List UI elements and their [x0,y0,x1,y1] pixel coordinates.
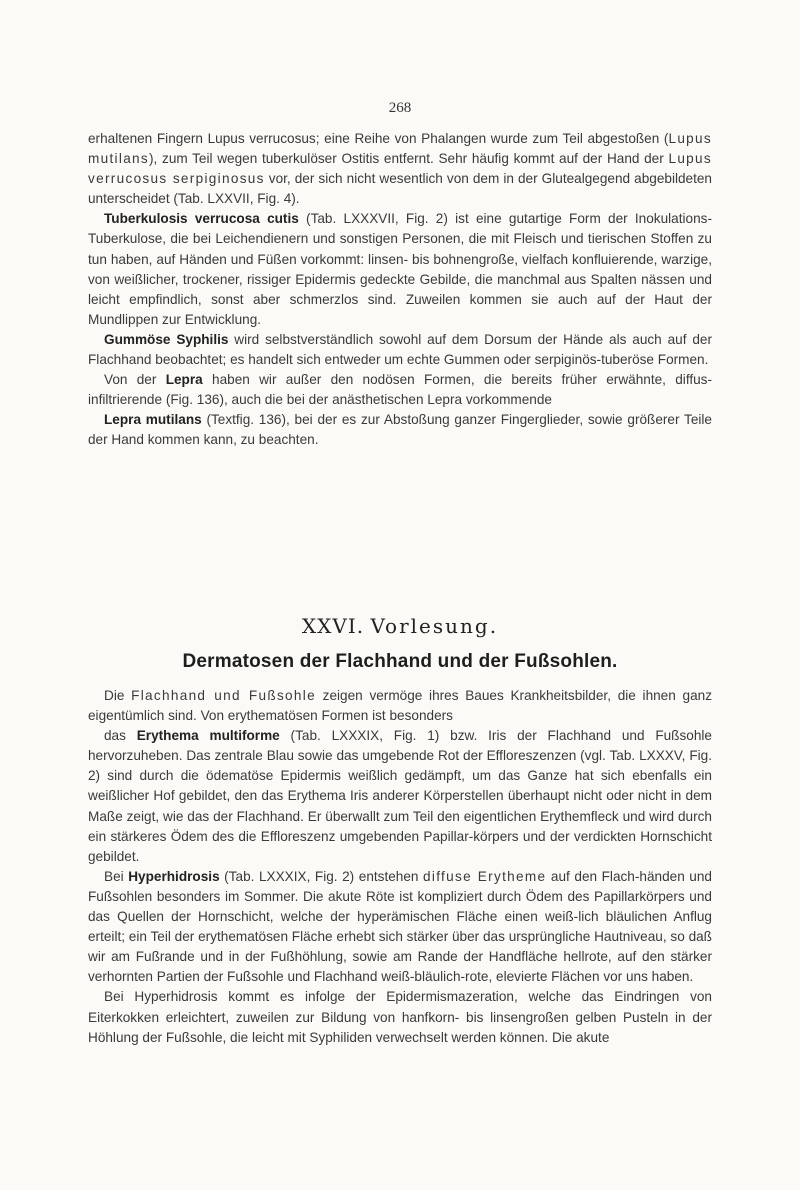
term-hyperhidrosis: Hyperhidrosis [128,868,220,884]
paragraph-pusteln: Bei Hyperhidrosis kommt es infolge der Epidermismazeration, welche das Eindringen von Eiterkokken erleichtert, zuweilen zur Bildung von hanfkorn- bis linsengroßen gelben Pusteln in der Höhlung der Fußsohle, die leicht mit Syphiliden verwechselt werden können. Die akute [88,989,712,1045]
term-lepra: Lepra [165,372,203,388]
lecture-number: XXVI. [301,614,365,638]
paragraph-lepra-mutilans: Lepra mutilans (Textfig. 136), bei der es zur Abstoßung ganzer Fingerglieder, sowie größerer Teile der Hand kommen kann, zu beachten. [88,412,712,448]
term-lepra-mutilans: Lepra mutilans [104,412,202,428]
term-diffuse-erytheme: diffuse Erytheme [423,868,547,884]
term-gummoese-syphilis: Gummöse Syphilis [104,331,229,347]
text-block-continuation [88,129,712,451]
term-lupus-verrucosus: Lupus verrucosus serpiginosus [88,151,712,187]
chapter-title: Dermatosen der Flachhand und der Fußsohlen. [182,651,618,672]
paragraph-lepra: Von der Lepra haben wir außer den nodösen Formen, die bereits früher erwähnte, diffus-infiltrierende (Fig. 136), auch die bei der anästhetischen Lepra vorkommende [88,372,713,408]
lecture-heading [0,614,800,638]
term-lupus-mutilans: Lupus mutilans [88,131,712,167]
paragraph-erythema: das Erythema multiforme (Tab. LXXXIX, Fig. 1) bzw. Iris der Flachhand und Fußsohle hervorzuheben. Das zentrale Blau sowie das umgebende Rot der Effloreszenzen (vgl. Tab. LXXXV, Fig. 2) sind durch die ödematöse Epidermis weißlich gedämpft, um das Ganze hat sich ebenfalls ein weißlicher Hof gebildet, den das Erythema Iris anderer Körperstellen überhaupt nicht oder nicht in dem Maße zeigt, wie das der Flachhand. Er überwallt zum Teil den eigentlichen Erythemfleck und wird durch ein stärkeres Ödem des die Effloreszenz umgebenden Papillar-körpers und der verdickten Hornschicht gebildet. [88,728,712,864]
term-erythema-multiforme: Erythema multiforme [136,728,280,744]
lecture-word: Vorlesung. [370,614,499,638]
term-tuberkulosis: Tuberkulosis verrucosa cutis [104,211,299,227]
paragraph-lupus: erhaltenen Fingern Lupus verrucosus; eine Reihe von Phalangen wurde zum Teil abgestoßen (Lupus mutilans), zum Teil wegen tuberkulöser Ostitis entfernt. Sehr häufig kommt auf der Hand der Lupus verrucosus serpiginosus vor, der sich nicht wesentlich von dem in der Glutealgegend abgebildeten unterscheidet (Tab. LXXVII, Fig. 4). [88,131,712,207]
page-number: 268 [388,100,412,116]
paragraph-syphilis: Gummöse Syphilis wird selbstverständlich sowohl auf dem Dorsum der Hände als auch auf der Flachhand beobachtet; es handelt sich entweder um echte Gummen oder serpiginös-tuberöse Formen. [88,331,712,368]
paragraph-intro: Die Flachhand und Fußsohle zeigen vermöge ihres Baues Krankheitsbilder, die ihnen ganz eigentümlich sind. Von erythematösen Formen ist besonders [88,688,712,724]
paragraph-tuberkulosis: Tuberkulosis verrucosa cutis (Tab. LXXXVII, Fig. 2) ist eine gutartige Form der Inokulations-Tuberkulose, die bei Leichendienern und sonstigen Personen, die mit Fleisch und tierischen Stoffen zu tun haben, auf Händen und Füßen vorkommt: linsen- bis bohnengroße, vielfach konfluierende, warzige, von weißlicher, trockener, rissiger Epidermis gedeckte Gebilde, die manchmal aus Spalten nässen und leicht empfindlich, sonst aber schmerzlos sind. Zuweilen kommen sie auch auf der Haut der Mundlippen zur Entwicklung. [88,211,712,327]
text-block-chapter [88,686,712,1048]
paragraph-hyperhidrosis: Bei Hyperhidrosis (Tab. LXXXIX, Fig. 2) entstehen diffuse Erytheme auf den Flach-händen und Fußsohlen besonders im Sommer. Die akute Röte ist kompliziert durch Ödem des Papillarkörpers und das Quellen der Hornschicht, welche der hyperämischen Fläche einen weiß-lich bläulichen Anflug erteilt; ein Teil der erythematösen Fläche erhebt sich stärker über das ursprüngliche Hautniveau, so daß wir am Fußrande und in der Fußhöhlung, sowie am Rande der Handfläche hellrote, auf den stärker verhornten Partien der Fußsohle und Flachhand weiß-bläulich-rote, elevierte Flächen vor uns haben. [88,868,712,985]
term-flachhand-fusssohle: Flachhand und Fußsohle [131,688,316,703]
